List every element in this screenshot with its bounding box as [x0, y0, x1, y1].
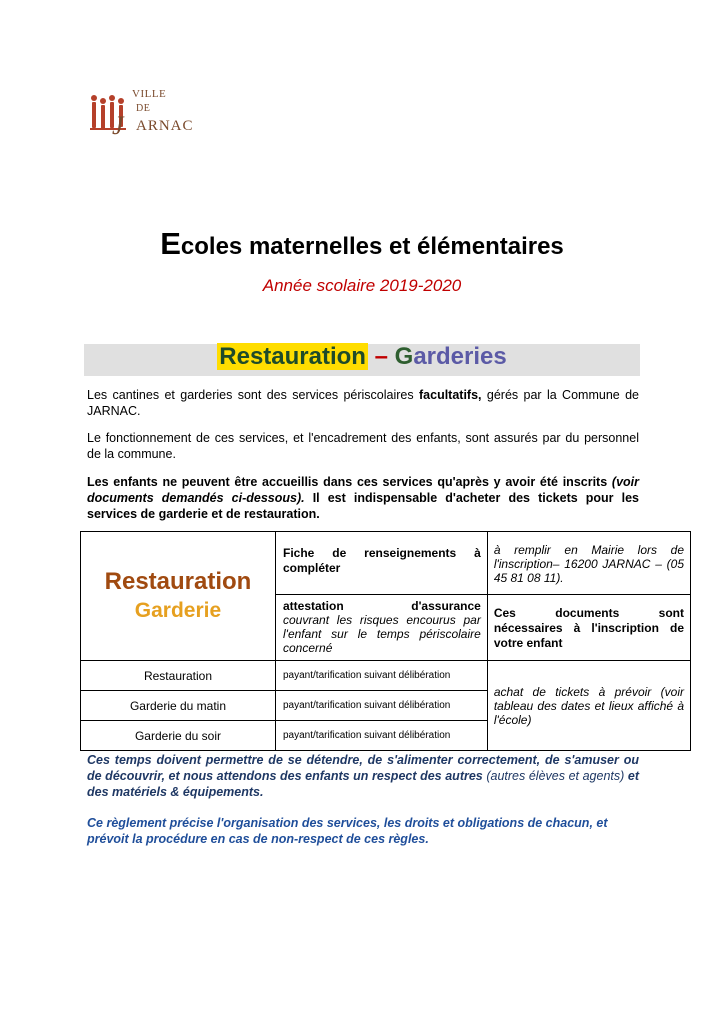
- documents-note-cell: [487, 595, 690, 661]
- attestation-title: attestation d'assurance: [283, 599, 481, 613]
- conduct-text-b: et des matériels & équipements.: [87, 769, 639, 799]
- p1-text-a: Les cantines et garderies sont des services périscolaires: [87, 388, 419, 402]
- label-garderie: Garderie: [134, 599, 222, 622]
- row-label: Garderie du soir: [81, 721, 276, 751]
- row-value: payant/tarification suivant délibération: [276, 661, 488, 691]
- row-label: Restauration: [81, 661, 276, 691]
- intro-paragraph-1: [87, 387, 639, 419]
- rules-paragraph: Ce règlement précise l'organisation des services, les droits et obligations de chacun, et prévoit la procédure en cas de non-respect de ces règles.: [87, 816, 608, 846]
- p1-bold: facultatifs,: [419, 388, 482, 402]
- conduct-text-normal: (autres élèves et agents): [486, 769, 625, 783]
- row-label: Garderie du matin: [81, 691, 276, 721]
- row-value: payant/tarification suivant délibération: [276, 691, 488, 721]
- remplir-cell: à remplir en Mairie lors de l'inscription– 16200 JARNAC – (05 45 81 08 11).: [487, 532, 690, 595]
- services-label-cell: [81, 532, 276, 661]
- attestation-cell: [276, 595, 488, 661]
- logo-text-j: J: [112, 111, 125, 140]
- documents-note-rest: nécessaires à l'inscription de votre enfant: [493, 621, 684, 650]
- logo-text-arnac: ARNAC: [136, 118, 194, 134]
- conduct-paragraph: [87, 752, 639, 800]
- ville-de-jarnac-logo: [88, 88, 198, 144]
- heading-restauration: Restauration: [219, 343, 366, 370]
- heading-dash: –: [367, 343, 395, 370]
- tickets-note-cell: achat de tickets à prévoir (voir tableau des dates et lieux affiché à l'école): [487, 661, 690, 751]
- page-subtitle: Année scolaire 2019-2020: [262, 276, 462, 295]
- conduct-text-a: Ces temps doivent permettre de se détendre, de s'alimenter correctement, de s'amuser ou de découvrir, et nous attendons des enfants un respect des autres: [87, 753, 639, 783]
- p3-text-a: Les enfants ne peuvent être accueillis dans ces services qu'après y avoir été inscrits: [87, 475, 612, 489]
- page-title: [0, 226, 724, 262]
- p3-text-b: Il est indispensable d'acheter des tickets pour les services de garderie et de restauration.: [87, 491, 639, 521]
- documents-note-line1: Ces documents sont: [493, 606, 684, 620]
- attestation-desc: couvrant les risques encourus par l'enfant sur le temps périscolaire concerné: [283, 613, 481, 655]
- logo-text-de: DE: [136, 103, 151, 114]
- services-table: [80, 531, 691, 751]
- title-initial: E: [160, 226, 181, 261]
- row-value: payant/tarification suivant délibération: [276, 721, 488, 751]
- title-rest: coles maternelles et élémentaires: [180, 233, 564, 260]
- p1-text-b: gérés par la Commune de JARNAC.: [87, 388, 639, 418]
- table-row: [81, 532, 691, 595]
- fiche-cell: Fiche de renseignements à compléter: [276, 532, 488, 595]
- label-restauration: Restauration: [104, 568, 252, 595]
- intro-paragraph-2: Le fonctionnement de ces services, et l'encadrement des enfants, sont assurés par du personnel de la commune.: [87, 431, 639, 461]
- p3-italic: (voir documents demandés ci-dessous).: [87, 475, 639, 505]
- section-heading: [0, 343, 724, 371]
- logo-text-ville: VILLE: [132, 88, 167, 100]
- heading-garderies-rest: arderies: [413, 343, 507, 370]
- intro-paragraph-3: [87, 474, 639, 522]
- table-row: [81, 661, 691, 691]
- heading-g: G: [394, 343, 414, 370]
